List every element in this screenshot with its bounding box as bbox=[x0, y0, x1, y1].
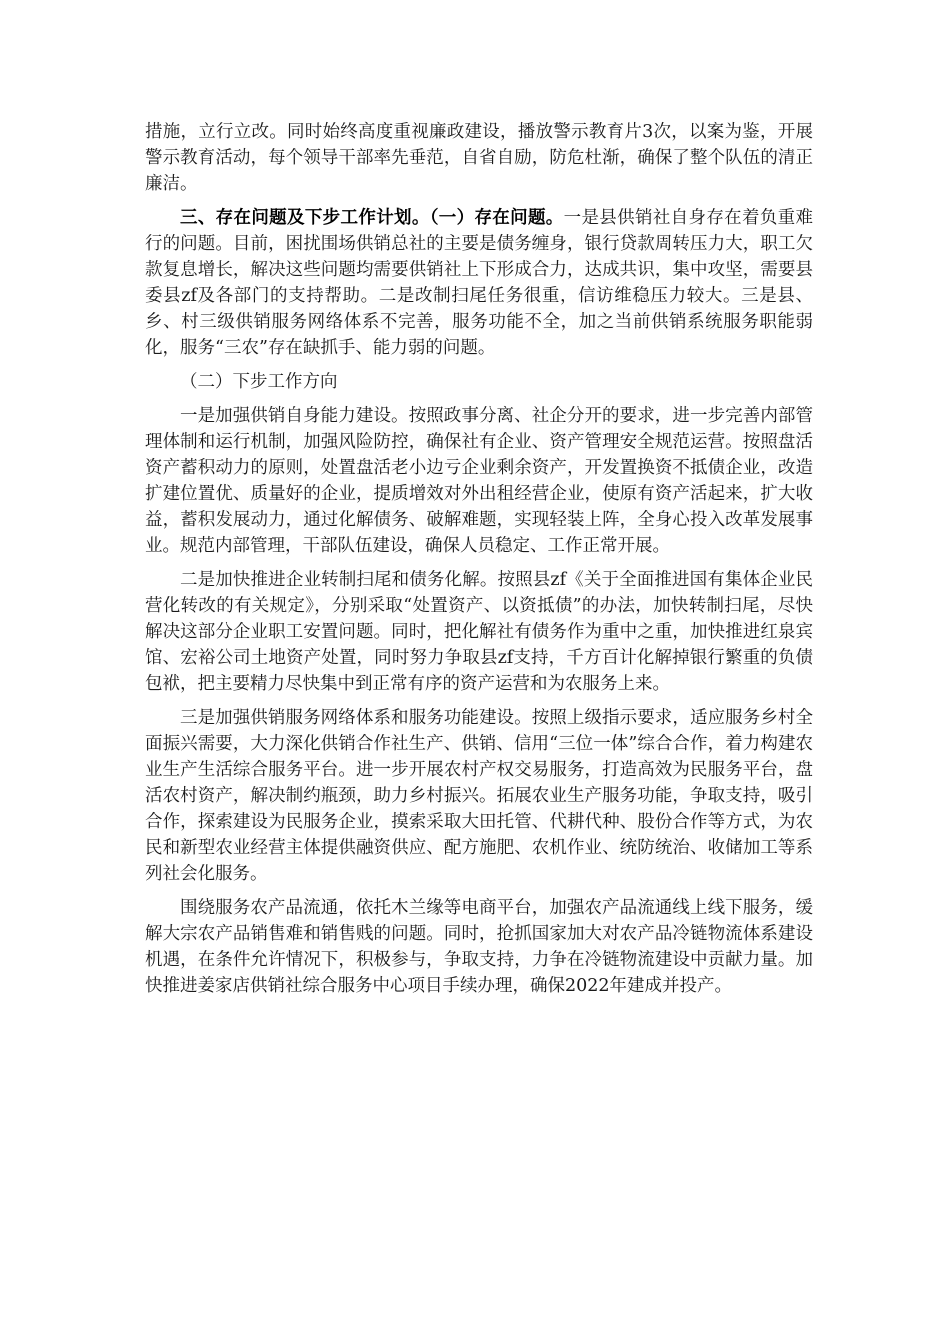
paragraph-existing-problems bbox=[145, 205, 813, 361]
paragraph-product-circulation: 围绕服务农产品流通，依托木兰缘等电商平台，加强农产品流通线上线下服务，缓解大宗农产品销售难和销售贱的问题。同时，抢抓国家加大对农产品冷链物流体系建设机遇，在条件允许情况下，积极参与，争取支持，力争在冷链物流建设中贡献力量。加快推进姜家店供销社综合服务中心项目手续办理，确保2022年建成并投产。 bbox=[145, 898, 813, 996]
paragraph-capacity-building: 一是加强供销自身能力建设。按照政事分离、社企分开的要求，进一步完善内部管理体制和运行机制，加强风险防控，确保社有企业、资产管理安全规范运营。按照盘活资产蓄积动力的原则，处置盘活老小边亏企业剩余资产，开发置换资不抵债企业，改造扩建位置优、质量好的企业，提质增效对外出租经营企业，使原有资产活起来，扩大收益，蓄积发展动力，通过化解债务、破解难题，实现轻装上阵，全身心投入改革发展事业。规范内部管理，干部队伍建设，确保人员稳定、工作正常开展。 bbox=[145, 406, 813, 556]
document-page bbox=[145, 119, 813, 999]
paragraph-service-network: 三是加强供销服务网络体系和服务功能建设。按照上级指示要求，适应服务乡村全面振兴需要，大力深化供销合作社生产、供销、信用“三位一体”综合合作，着力构建农业生产生活综合服务平台。进一步开展农村产权交易服务，打造高效为民服务平台，盘活农村资产，解决制约瓶颈，助力乡村振兴。拓展农业生产服务功能，争取支持，吸引合作，探索建设为民服务企业，摸索采取大田托管、代耕代种、股份合作等方式，为农民和新型农业经营主体提供融资供应、配方施肥、农机作业、统防统治、收储加工等系列社会化服务。 bbox=[145, 708, 813, 884]
paragraph-problems-body: 一是县供销社自身存在着负重难行的问题。目前，困扰围场供销总社的主要是债务缠身，银行贷款周转压力大，职工欠款复息增长，解决这些问题均需要供销社上下形成合力，达成共识，集中攻坚，需要县委县zf及各部门的支持帮助。二是改制扫尾任务很重，信访维稳压力较大。三是县、乡、村三级供销服务网络体系不完善，服务功能不全，加之当前供销系统服务职能弱化，服务“三农”存在缺抓手、能力弱的问题。 bbox=[145, 208, 814, 358]
section-heading-problems: 三、存在问题及下步工作计划。（一）存在问题。 bbox=[180, 208, 564, 228]
paragraph-debt-resolution: 二是加快推进企业转制扫尾和债务化解。按照县zf《关于全面推进国有集体企业民营化转改的有关规定》，分别采取“处置资产、以资抵债”的办法，加快转制扫尾，尽快解决这部分企业职工安置问题。同时，把化解社有债务作为重中之重，加快推进红泉宾馆、宏裕公司土地资产处置，同时努力争取县zf支持，千方百计化解掉银行繁重的负债包袱，把主要精力尽快集中到正常有序的资产运营和为农服务上来。 bbox=[145, 570, 813, 694]
subheading-next-steps: （二）下步工作方向 bbox=[180, 372, 338, 392]
paragraph-integrity-measures: 措施，立行立改。同时始终高度重视廉政建设，播放警示教育片3次，以案为鉴，开展警示教育活动，每个领导干部率先垂范，自省自励，防危杜渐，确保了整个队伍的清正廉洁。 bbox=[145, 122, 813, 194]
